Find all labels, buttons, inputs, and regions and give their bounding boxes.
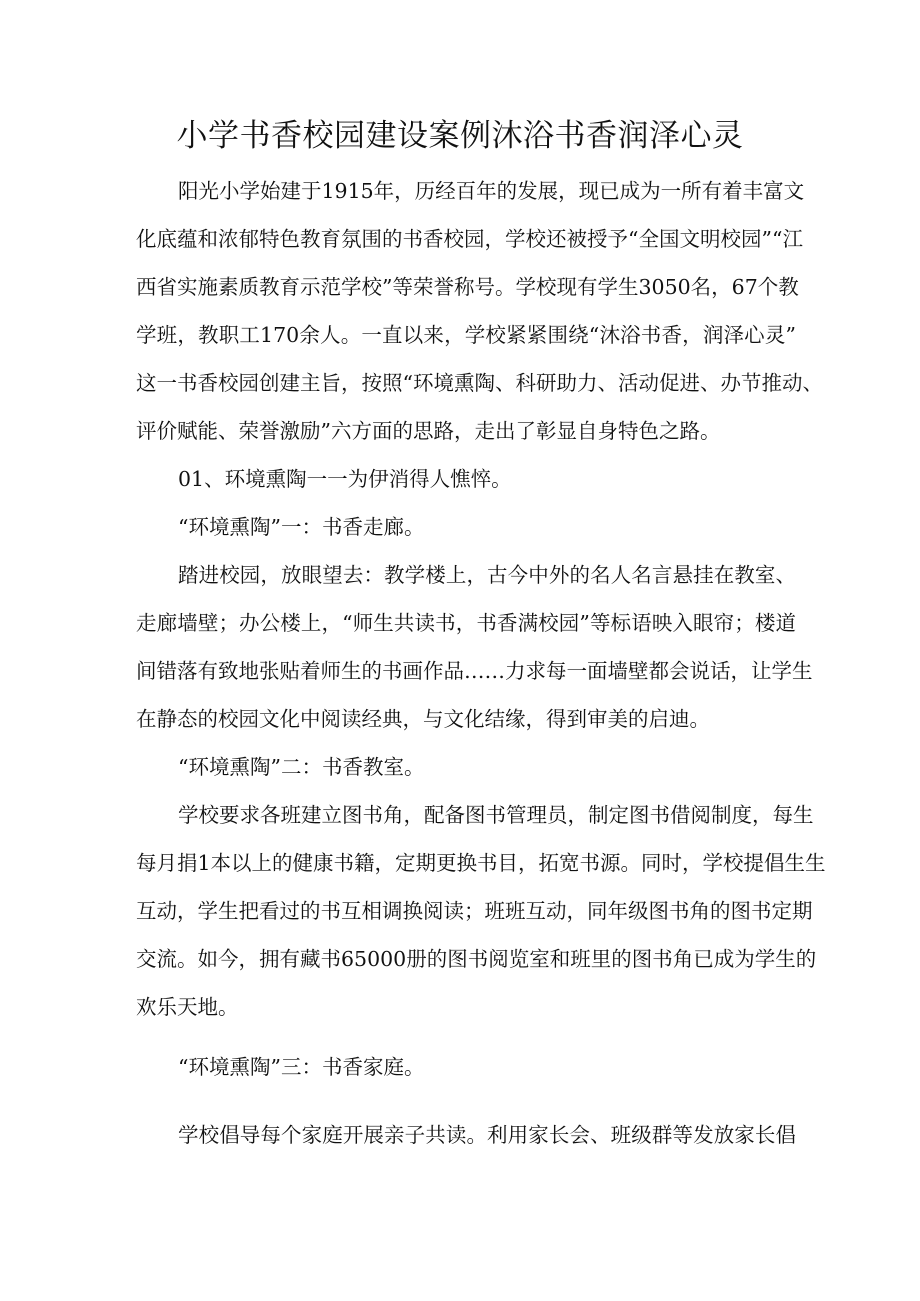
document-title: 小学书香校园建设案例沐浴书香润泽心灵	[176, 118, 744, 154]
paragraph-line: 西省实施素质教育示范学校”等荣誉称号。学校现有学生3050名，67个教	[136, 275, 799, 299]
paragraph-line: 评价赋能、荣誉激励”六方面的思路，走出了彰显自身特色之路。	[136, 419, 721, 443]
paragraph-line: 互动，学生把看过的书互相调换阅读；班班互动，同年级图书角的图书定期	[136, 899, 813, 923]
paragraph-line: 学班，教职工170余人。一直以来，学校紧紧围绕“沐浴书香，润泽心灵”	[136, 323, 796, 347]
paragraph-line: 踏进校园，放眼望去：教学楼上，古今中外的名人名言悬挂在教室、	[178, 563, 796, 587]
subheading: “环境熏陶”二：书香教室。	[178, 755, 425, 779]
paragraph-line: 每月捐1本以上的健康书籍，定期更换书目，拓宽书源。同时，学校提倡生生	[136, 851, 826, 875]
paragraph-line: 学校要求各班建立图书角，配备图书管理员，制定图书借阅制度，每生	[178, 803, 814, 827]
paragraph-line: 在静态的校园文化中阅读经典，与文化结缘，得到审美的启迪。	[136, 707, 710, 731]
paragraph-line: 学校倡导每个家庭开展亲子共读。利用家长会、班级群等发放家长倡	[178, 1123, 796, 1147]
subheading: “环境熏陶”三：书香家庭。	[178, 1055, 425, 1079]
paragraph-line: 欢乐天地。	[136, 995, 239, 1019]
paragraph-line: 这一书香校园创建主旨，按照“环境熏陶、科研助力、活动促进、办节推动、	[136, 371, 823, 395]
paragraph-line: 间错落有致地张贴着师生的书画作品……力求每一面墙壁都会说话，让学生	[136, 659, 813, 683]
paragraph-line: 阳光小学始建于1915年，历经百年的发展，现已成为一所有着丰富文	[178, 179, 805, 203]
paragraph-line: 交流。如今，拥有藏书65000册的图书阅览室和班里的图书角已成为学生的	[136, 947, 817, 971]
paragraph-line: 走廊墙壁；办公楼上，“师生共读书，书香满校园”等标语映入眼帘；楼道	[136, 611, 796, 635]
paragraph-line: 化底蕴和浓郁特色教育氛围的书香校园，学校还被授予“全国文明校园”“江	[136, 227, 803, 251]
section-heading: 01、环境熏陶一一为伊消得人憔悴。	[178, 467, 512, 491]
subheading: “环境熏陶”一：书香走廊。	[178, 515, 425, 539]
